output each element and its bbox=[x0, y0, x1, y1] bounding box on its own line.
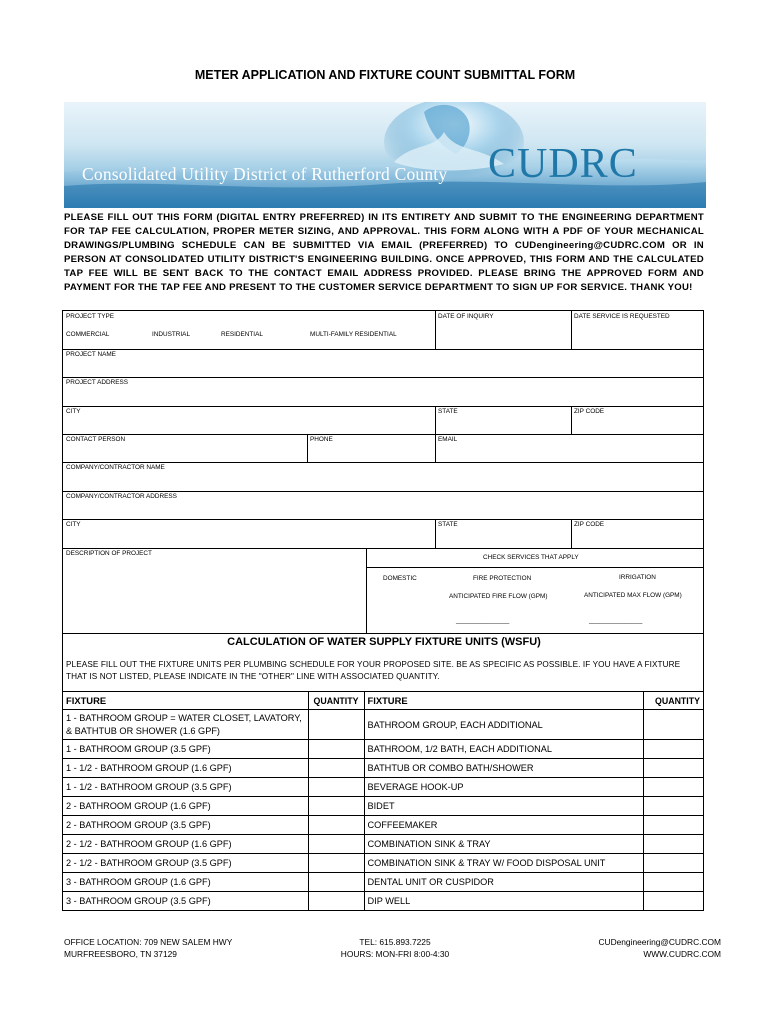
quantity-input[interactable] bbox=[644, 710, 704, 740]
quantity-input[interactable] bbox=[644, 740, 704, 759]
max-flow-label: ANTICIPATED MAX FLOW (GPM) bbox=[584, 592, 682, 599]
quantity-input[interactable] bbox=[308, 710, 364, 740]
office-location: OFFICE LOCATION: 709 NEW SALEM HWY bbox=[64, 937, 233, 947]
date-service-requested-field[interactable]: DATE SERVICE IS REQUESTED bbox=[574, 313, 670, 320]
quantity-input[interactable] bbox=[644, 797, 704, 816]
email-field[interactable]: EMAIL bbox=[438, 436, 458, 443]
phone-field[interactable]: PHONE bbox=[310, 436, 333, 443]
quantity-input[interactable] bbox=[308, 892, 364, 911]
fixture-name: 2 - BATHROOM GROUP (1.6 GPF) bbox=[63, 797, 309, 816]
fixture-name: BATHROOM, 1/2 BATH, EACH ADDITIONAL bbox=[364, 740, 644, 759]
quantity-input[interactable] bbox=[308, 835, 364, 854]
fixture-name: COMBINATION SINK & TRAY bbox=[364, 835, 644, 854]
domestic-option[interactable]: DOMESTIC bbox=[383, 575, 417, 582]
quantity-input[interactable] bbox=[644, 816, 704, 835]
fixture-name: BATHTUB OR COMBO BATH/SHOWER bbox=[364, 759, 644, 778]
table-row bbox=[63, 759, 704, 778]
fixture-column-header-2: FIXTURE bbox=[364, 692, 644, 710]
table-row bbox=[63, 816, 704, 835]
company-address-field[interactable]: COMPANY/CONTRACTOR ADDRESS bbox=[66, 493, 177, 500]
footer-web bbox=[520, 936, 721, 960]
residential-option[interactable]: RESIDENTIAL bbox=[221, 331, 263, 338]
fixture-name: BEVERAGE HOOK-UP bbox=[364, 778, 644, 797]
quantity-input[interactable] bbox=[644, 759, 704, 778]
company-city-field[interactable]: CITY bbox=[66, 521, 81, 528]
city-field[interactable]: CITY bbox=[66, 408, 81, 415]
fixture-name: 1 - 1/2 - BATHROOM GROUP (3.5 GPF) bbox=[63, 778, 309, 797]
cudrc-logo: CUDRC bbox=[488, 141, 638, 187]
wsfu-note: PLEASE FILL OUT THE FIXTURE UNITS PER PLUMBING SCHEDULE FOR YOUR PROPOSED SITE. BE AS SPECIFIC AS POSSIBLE. IF YOU HAVE A FIXTURE THAT IS NOT LISTED, PLEASE INDICATE IN THE "OTHER" LINE WITH ASSOCIATED QUANTITY. bbox=[66, 660, 681, 681]
quantity-input[interactable] bbox=[644, 778, 704, 797]
commercial-option[interactable]: COMMERCIAL bbox=[66, 331, 110, 338]
quantity-input[interactable] bbox=[308, 740, 364, 759]
fixture-name: 2 - 1/2 - BATHROOM GROUP (3.5 GPF) bbox=[63, 854, 309, 873]
industrial-option[interactable]: INDUSTRIAL bbox=[152, 331, 190, 338]
project-name-field[interactable]: PROJECT NAME bbox=[66, 351, 116, 358]
wsfu-title: CALCULATION OF WATER SUPPLY FIXTURE UNITS (WSFU) bbox=[227, 636, 541, 648]
quantity-input[interactable] bbox=[308, 797, 364, 816]
max-flow-input[interactable]: _______________ bbox=[589, 617, 643, 624]
fixture-name: BATHROOM GROUP, EACH ADDITIONAL bbox=[364, 710, 644, 740]
fire-flow-input[interactable]: _______________ bbox=[456, 617, 510, 624]
fixture-name: 1 - BATHROOM GROUP = WATER CLOSET, LAVATORY, & BATHTUB OR SHOWER (1.6 GPF) bbox=[63, 710, 309, 740]
table-row bbox=[63, 710, 704, 740]
quantity-input[interactable] bbox=[308, 816, 364, 835]
instructions-text: PLEASE FILL OUT THIS FORM (DIGITAL ENTRY PREFERRED) IN ITS ENTIRETY AND SUBMIT TO THE ENGINEERING DEPARTMENT FOR TAP FEE CALCULATION, PROPER METER SIZING, AND APPROVAL. THIS FORM ALONG WITH A PDF OF YOUR MECHANICAL DRAWINGS/PLUMBING SCHEDULE CAN BE SUBMITTED VIA EMAIL (PREFERRED) TO CUDengineering@CUDRC.COM OR IN PERSON AT CONSOLIDATED UTILITY DISTRICT'S ENGINEERING BUILDING. ONCE APPROVED, THIS FORM AND THE CALCULATED TAP FEE WILL BE SENT BACK TO THE CONTACT EMAIL ADDRESS PROVIDED. PLEASE BRING THE APPROVED FORM AND PAYMENT FOR THE TAP FEE AND PRESENT TO THE CUSTOMER SERVICE DEPARTMENT TO SIGN UP FOR SERVICE. THANK YOU! bbox=[64, 212, 704, 293]
multi-family-option[interactable]: MULTI-FAMILY RESIDENTIAL bbox=[310, 331, 397, 338]
table-row bbox=[63, 854, 704, 873]
contact-person-field[interactable]: CONTACT PERSON bbox=[66, 436, 126, 443]
company-name-field[interactable]: COMPANY/CONTRACTOR NAME bbox=[66, 464, 165, 471]
utility-name: Consolidated Utility District of Rutherford County bbox=[82, 164, 448, 184]
description-field[interactable]: DESCRIPTION OF PROJECT bbox=[66, 550, 152, 557]
quantity-input[interactable] bbox=[644, 854, 704, 873]
table-row bbox=[63, 835, 704, 854]
table-row bbox=[63, 873, 704, 892]
fixture-table bbox=[62, 691, 704, 911]
fixture-name: 3 - BATHROOM GROUP (3.5 GPF) bbox=[63, 892, 309, 911]
fixture-name: BIDET bbox=[364, 797, 644, 816]
fixture-name: COFFEEMAKER bbox=[364, 816, 644, 835]
quantity-input[interactable] bbox=[644, 892, 704, 911]
table-row bbox=[63, 892, 704, 911]
header-banner bbox=[64, 102, 706, 208]
irrigation-option[interactable]: IRRIGATION bbox=[619, 574, 656, 581]
footer-office bbox=[64, 936, 232, 960]
office-city-state: MURFREESBORO, TN 37129 bbox=[64, 949, 177, 959]
footer-contact bbox=[290, 936, 500, 960]
company-zip-field[interactable]: ZIP CODE bbox=[574, 521, 605, 528]
fixture-name: COMBINATION SINK & TRAY W/ FOOD DISPOSAL UNIT bbox=[364, 854, 644, 873]
form-title: METER APPLICATION AND FIXTURE COUNT SUBMITTAL FORM bbox=[194, 68, 576, 82]
footer-email-link[interactable]: CUDengineering@CUDRC.COM bbox=[598, 937, 721, 947]
quantity-input[interactable] bbox=[308, 854, 364, 873]
state-field[interactable]: STATE bbox=[438, 408, 458, 415]
fire-protection-option[interactable]: FIRE PROTECTION bbox=[473, 575, 532, 582]
footer-website-link[interactable]: WWW.CUDRC.COM bbox=[643, 949, 721, 959]
fixture-name: DIP WELL bbox=[364, 892, 644, 911]
quantity-input[interactable] bbox=[308, 873, 364, 892]
project-info-form bbox=[62, 310, 704, 634]
fire-flow-label: ANTICIPATED FIRE FLOW (GPM) bbox=[449, 593, 548, 600]
quantity-input[interactable] bbox=[308, 759, 364, 778]
check-services-label: CHECK SERVICES THAT APPLY bbox=[483, 554, 579, 561]
project-type-label: PROJECT TYPE bbox=[66, 313, 115, 320]
office-phone: TEL: 615.893.7225 bbox=[359, 937, 431, 947]
fixture-name: 2 - BATHROOM GROUP (3.5 GPF) bbox=[63, 816, 309, 835]
table-header-row bbox=[63, 692, 704, 710]
company-state-field[interactable]: STATE bbox=[438, 521, 458, 528]
fixture-name: 3 - BATHROOM GROUP (1.6 GPF) bbox=[63, 873, 309, 892]
fixture-name: 1 - BATHROOM GROUP (3.5 GPF) bbox=[63, 740, 309, 759]
quantity-column-header: QUANTITY bbox=[308, 692, 364, 710]
fixture-name: 1 - 1/2 - BATHROOM GROUP (1.6 GPF) bbox=[63, 759, 309, 778]
fixture-name: 2 - 1/2 - BATHROOM GROUP (1.6 GPF) bbox=[63, 835, 309, 854]
date-of-inquiry-field[interactable]: DATE OF INQUIRY bbox=[438, 313, 494, 320]
fixture-name: DENTAL UNIT OR CUSPIDOR bbox=[364, 873, 644, 892]
fixture-column-header: FIXTURE bbox=[63, 692, 309, 710]
project-address-field[interactable]: PROJECT ADDRESS bbox=[66, 379, 129, 386]
wsfu-section bbox=[62, 633, 704, 692]
quantity-input[interactable] bbox=[644, 835, 704, 854]
table-row bbox=[63, 797, 704, 816]
office-hours: HOURS: MON-FRI 8:00-4:30 bbox=[340, 949, 450, 959]
quantity-input[interactable] bbox=[308, 778, 364, 797]
table-row bbox=[63, 740, 704, 759]
quantity-input[interactable] bbox=[644, 873, 704, 892]
zip-field[interactable]: ZIP CODE bbox=[574, 408, 605, 415]
table-row bbox=[63, 778, 704, 797]
quantity-column-header-2: QUANTITY bbox=[644, 692, 704, 710]
